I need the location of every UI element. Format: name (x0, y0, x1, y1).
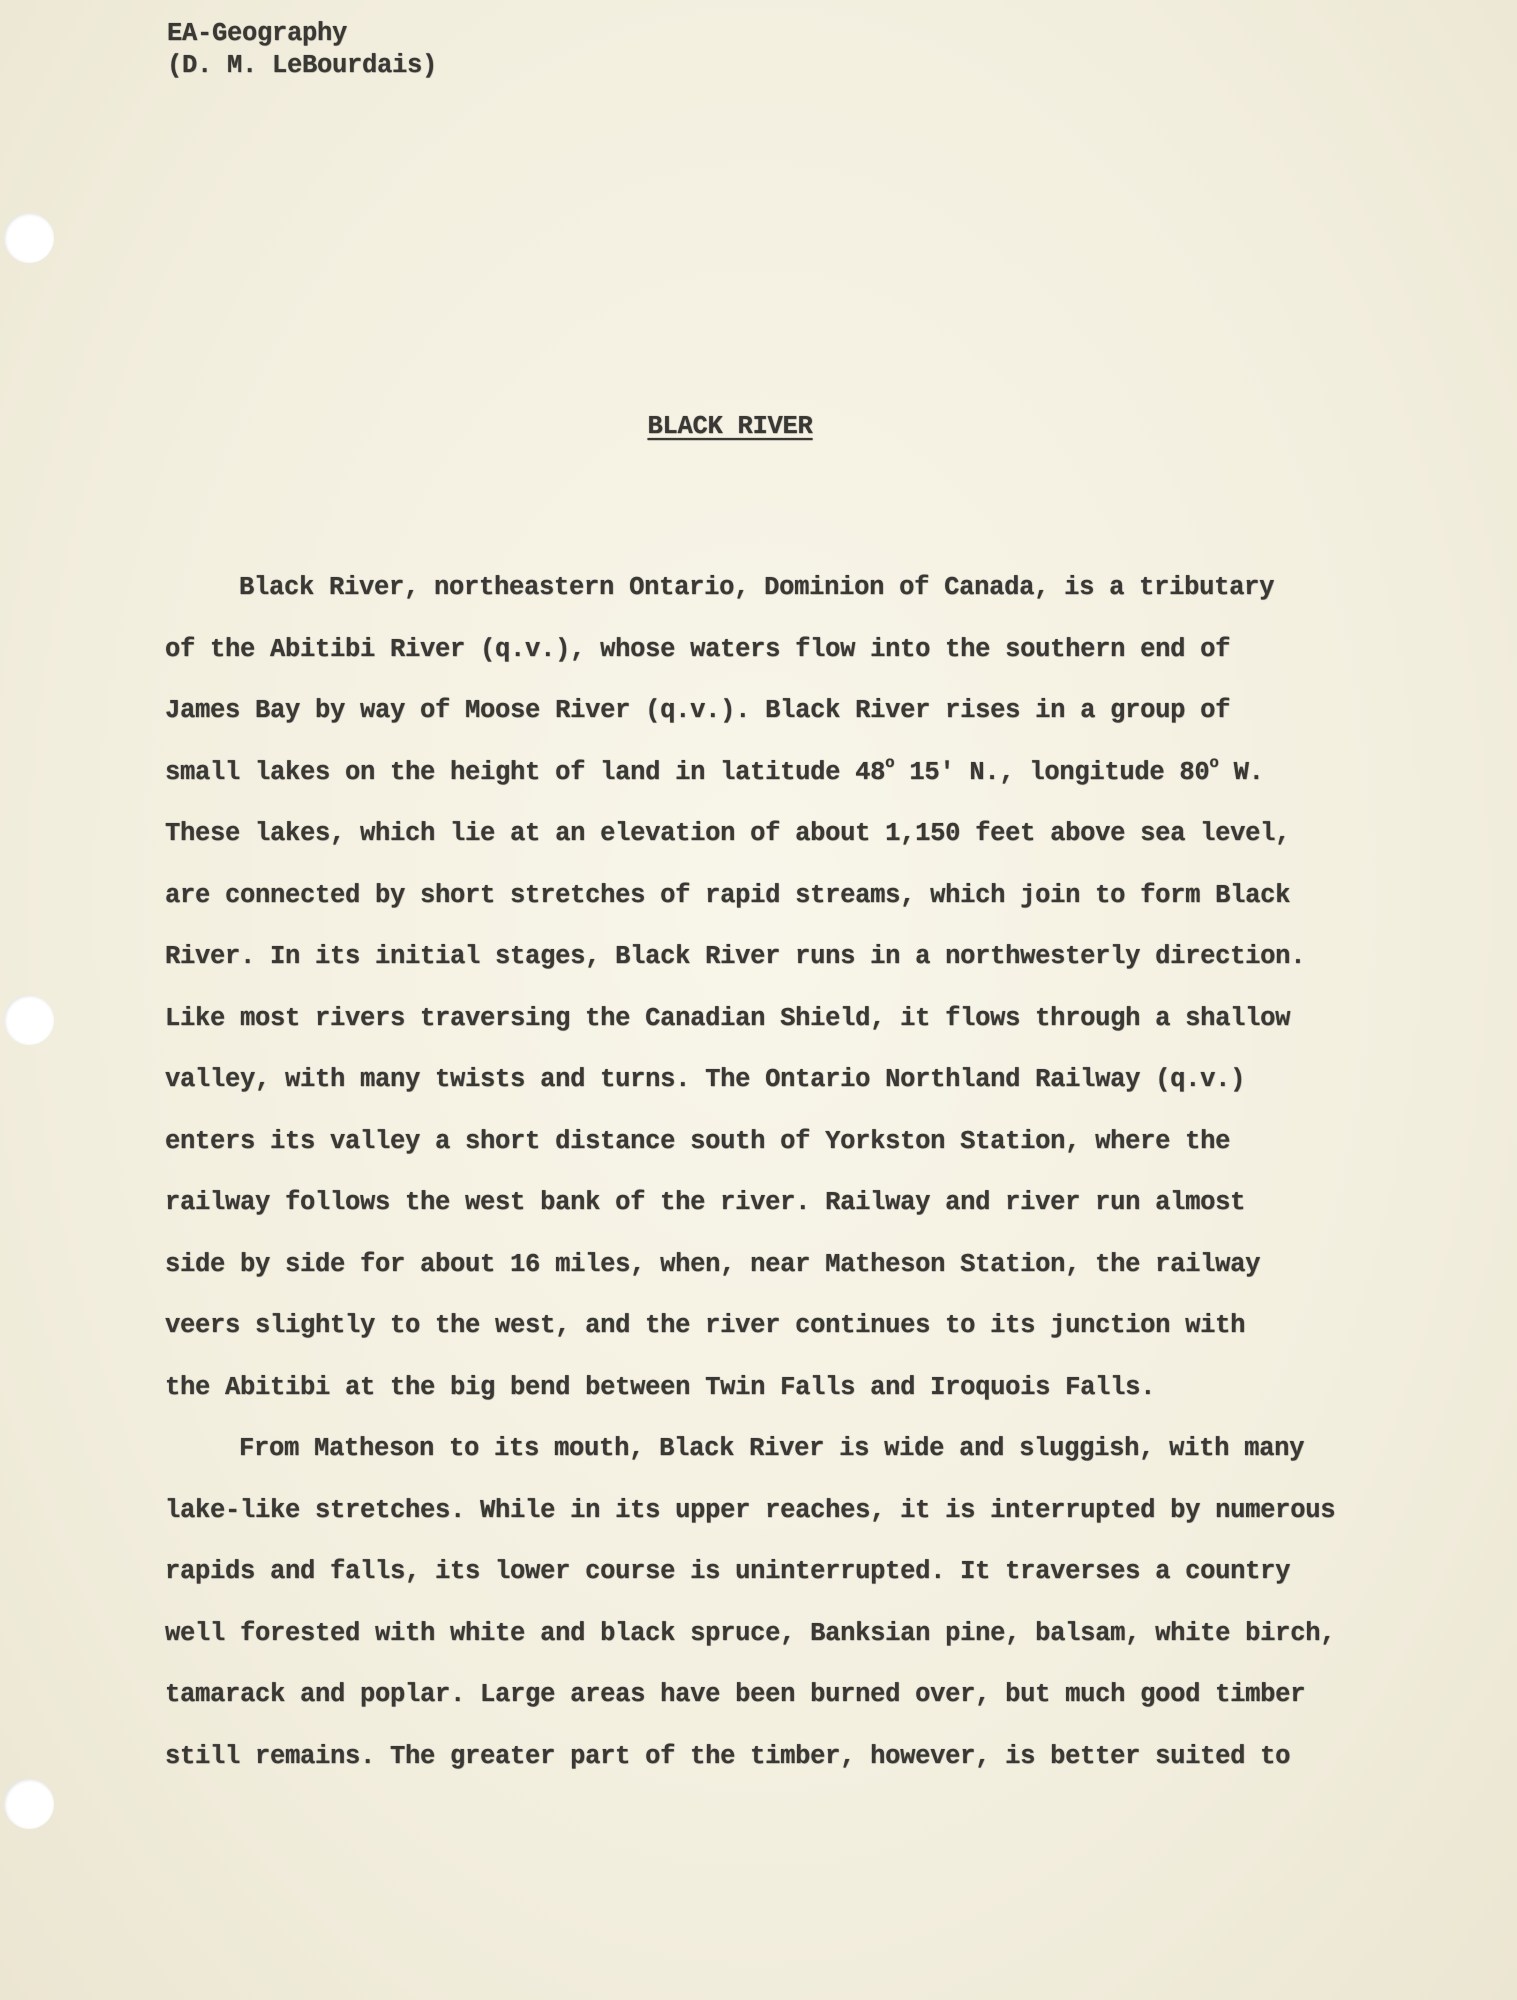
body-line: valley, with many twists and turns. The Ontario Northland Railway (q.v.) (165, 1065, 1246, 1094)
series-label: EA-Geography (167, 19, 348, 48)
body-line: rapids and falls, its lower course is uninterrupted. It traverses a country (165, 1557, 1291, 1586)
body-line: the Abitibi at the big bend between Twin Falls and Iroquois Falls. (165, 1372, 1156, 1402)
body-line: Like most rivers traversing the Canadian Shield, it flows through a shallow (165, 1003, 1291, 1033)
punch-hole-top (4, 213, 54, 263)
body-line: James Bay by way of Moose River (q.v.). Black River rises in a group of (165, 696, 1231, 725)
page-title: BLACK RIVER (647, 412, 813, 441)
body-line: of the Abitibi River (q.v.), whose waters flow into the southern end of (165, 634, 1231, 664)
body-line: lake-like stretches. While in its upper reaches, it is interrupted by numerous (165, 1495, 1336, 1525)
body-line: railway follows the west bank of the river. Railway and river run almost (165, 1188, 1246, 1217)
degree-sign: o (1209, 753, 1219, 772)
article-body (165, 567, 1395, 1797)
author-label: (D. M. LeBourdais) (167, 51, 438, 80)
degree-sign: o (885, 753, 895, 772)
body-line: veers slightly to the west, and the river continues to its junction with (165, 1311, 1246, 1340)
punch-hole-bottom (4, 1779, 54, 1829)
body-line: From Matheson to its mouth, Black River is wide and sluggish, with many (239, 1434, 1305, 1463)
body-line: small lakes on the height of land in latitude 48$^o$ 15' N., longitude 80$^o$ W. (165, 753, 1264, 787)
body-line: Black River, northeastern Ontario, Dominion of Canada, is a tributary (239, 573, 1275, 602)
body-line: are connected by short stretches of rapid streams, which join to form Black (165, 880, 1291, 910)
body-line: side by side for about 16 miles, when, near Matheson Station, the railway (165, 1249, 1261, 1279)
body-line: still remains. The greater part of the timber, however, is better suited to (165, 1741, 1291, 1771)
document-header (167, 18, 437, 82)
body-line: River. In its initial stages, Black River runs in a northwesterly direction. (165, 942, 1306, 971)
body-line: enters its valley a short distance south of Yorkston Station, where the (165, 1126, 1231, 1156)
body-line: well forested with white and black spruce, Banksian pine, balsam, white birch, (165, 1618, 1336, 1648)
body-line: These lakes, which lie at an elevation of about 1,150 feet above sea level, (165, 819, 1291, 848)
body-line: tamarack and poplar. Large areas have been burned over, but much good timber (165, 1680, 1306, 1709)
punch-hole-middle (4, 995, 54, 1045)
